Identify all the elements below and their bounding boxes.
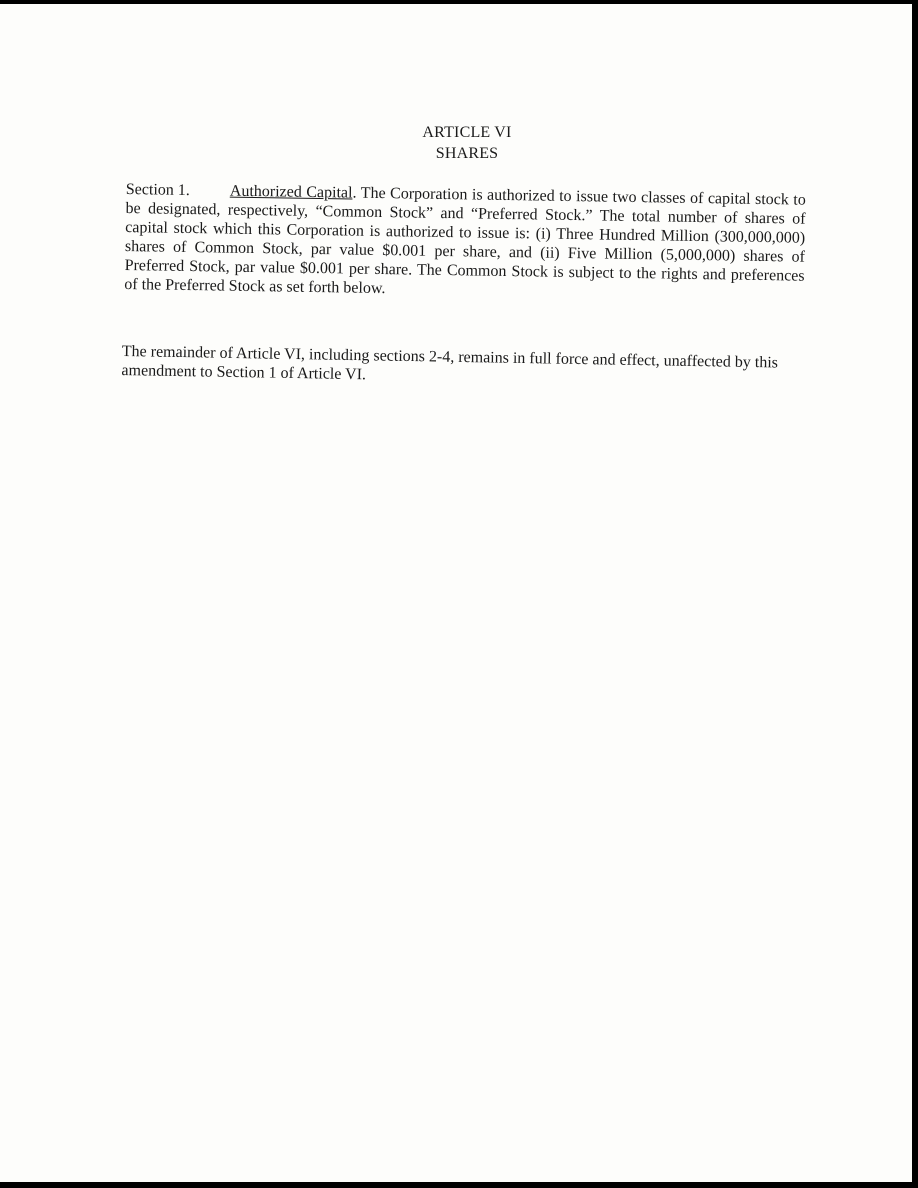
article-subtitle: SHARES: [435, 145, 499, 162]
article-title: ARTICLE VI: [422, 124, 512, 141]
scan-border-right: [912, 0, 918, 1188]
scan-border-bottom: [0, 1182, 918, 1188]
section-number: Section 1.: [125, 180, 190, 200]
section-body-text: The Corporation is authorized to issue two classes of capital stock to be designated, respectively, “Common Stock” and “Preferred Stock.” The total number of shares of capital stock which this Corporation is authorized to issue is: (i) Three Hundred Million (300,000,000) shares of Common Stock, par value $0.001 per share, and (ii) Five Million (5,000,000) shares of Preferred Stock, par value $0.001 per share. The Common Stock is subject to the rights and preferences of the Preferred Stock as set forth below.: [124, 184, 806, 298]
section-caption-suffix: .: [352, 184, 357, 202]
remainder-text: The remainder of Article VI, including sections 2-4, remains in full force and effect, unaffected by this amendment to Section 1 of Article VI.: [121, 342, 779, 384]
section-1-paragraph: [124, 180, 806, 305]
remainder-paragraph: [121, 342, 806, 392]
document-page: [0, 4, 912, 1182]
section-caption: Authorized Capital: [229, 182, 353, 202]
